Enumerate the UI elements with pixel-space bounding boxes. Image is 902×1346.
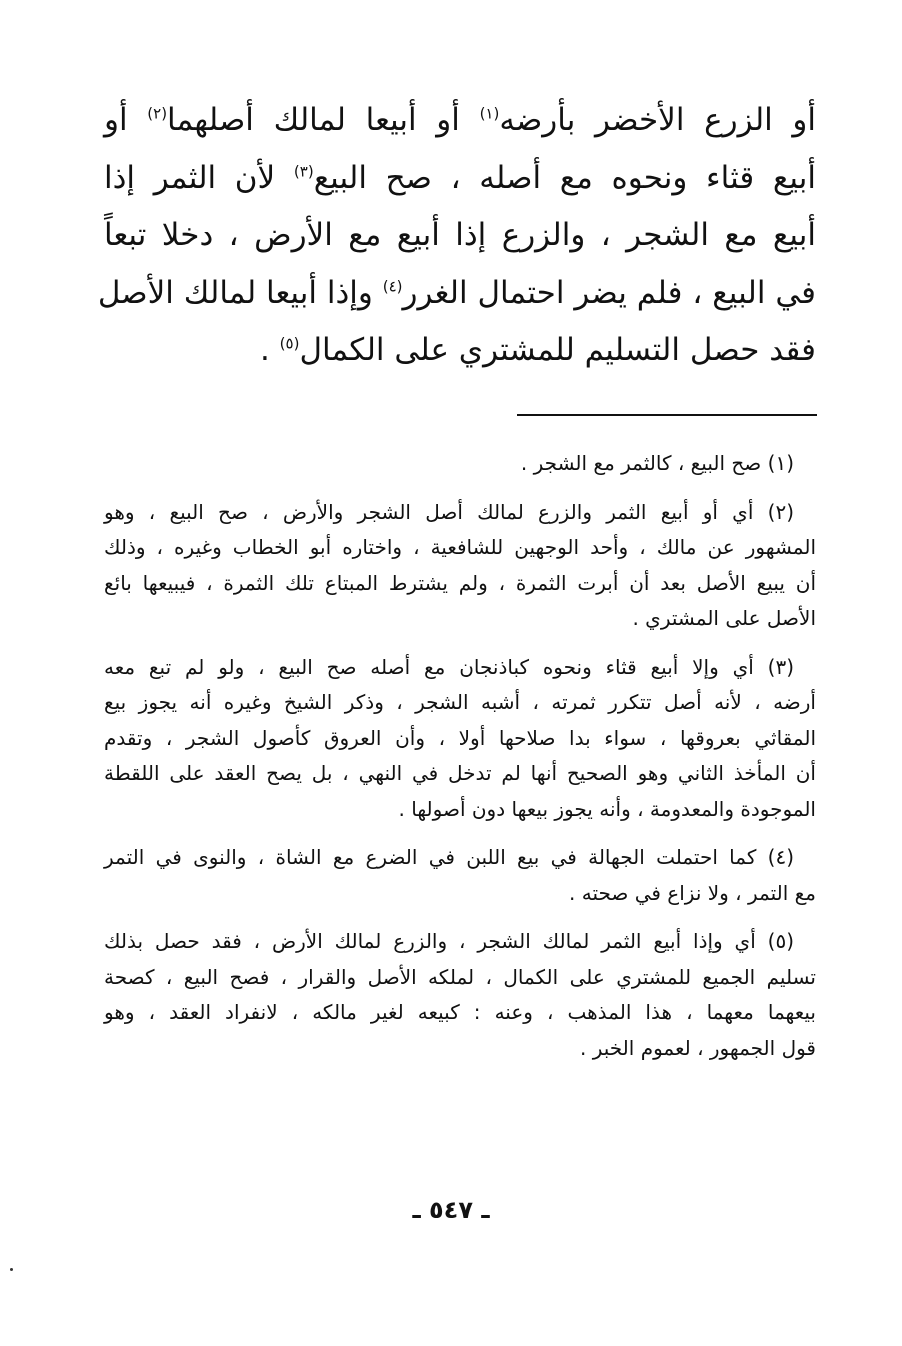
scan-speck <box>10 1268 13 1271</box>
footnote-3 <box>104 650 816 828</box>
footnote-1 <box>104 446 816 482</box>
footnote-marker: (٤) <box>382 277 403 296</box>
main-line: أبيع قثاء ونحوه مع أصله ، صح البيع$^{(٣)}$ لأن الثمر إذا <box>104 159 816 196</box>
footnote-separator <box>517 414 817 416</box>
footnote-line: قول الجمهور ، لعموم الخبر . <box>579 1035 816 1060</box>
footnote-line: (١) صح البيع ، كالثمر مع الشجر . <box>520 451 794 475</box>
footnote-line: أرضه ، لأنه أصل تتكرر ثمرته ، أشبه الشجر ، وذكر الشيخ وغيره أنه يجوز بيع <box>104 690 816 714</box>
main-line: أبيع مع الشجر ، والزرع إذا أبيع مع الأرض ، دخلا تبعاً <box>104 217 816 253</box>
footnote-2 <box>104 495 816 637</box>
footnote-line: (٥) أي وإذا أبيع الثمر لمالك الشجر ، والزرع لمالك الأرض ، فقد حصل بذلك <box>104 929 794 953</box>
footnote-line: تسليم الجميع للمشتري على الكمال ، لملكه الأصل والقرار ، فصح البيع ، كصحة <box>104 964 816 989</box>
footnote-line: أن المأخذ الثاني وهو الصحيح أنها لم تدخل في النهي ، بل يصح العقد على اللقطة <box>104 761 816 785</box>
footnote-line: الموجودة والمعدومة ، وأنه يجوز بيعها دون أصولها . <box>398 796 816 821</box>
main-line: فقد حصل التسليم للمشتري على الكمال$^{(٥)}$ . <box>259 332 816 368</box>
footnote-4 <box>104 840 816 911</box>
footnote-line: (٣) أي وإلا أبيع قثاء ونحوه كباذنجان مع أصله صح البيع ، ولو لم تبع معه <box>104 654 794 679</box>
footnote-marker: (٣) <box>293 162 314 181</box>
main-text-block <box>97 92 817 380</box>
footnote-line: بيعهما معهما ، هذا المذهب ، وعنه : كبيعه لغير مالكه ، لانفراد العقد ، وهو <box>104 1000 816 1024</box>
main-line: في البيع ، فلم يضر احتمال الغرر$^{(٤)}$ وإذا أبيعا لمالك الأصل <box>97 274 816 311</box>
footnote-marker: (١) <box>479 104 500 123</box>
footnote-line: (٢) أي أو أبيع الثمر والزرع لمالك أصل الشجر والأرض ، صح البيع ، وهو <box>104 499 794 524</box>
footnote-line: المقاثي بعروقها ، سواء بدا صلاحها أولا ، وأن العروق كأصول الشجر ، وتقدم <box>104 725 816 750</box>
footnote-line: مع التمر ، ولا نزاع في صحته . <box>569 880 816 905</box>
page-number: ـ ٥٤٧ ـ <box>412 1196 490 1224</box>
footnotes-section <box>104 446 816 1079</box>
footnote-line: أن يبيع الأصل بعد أن أبرت الثمرة ، ولم يشترط المبتاع تلك الثمرة ، فيبيعها بائع <box>104 570 816 595</box>
footnote-line: المشهور عن مالك ، وأحد الوجهين للشافعية ، واختاره أبو الخطاب وغيره ، وذلك <box>104 535 816 559</box>
footnote-5 <box>104 924 816 1066</box>
footnote-marker: (٥) <box>279 334 300 353</box>
footnote-line: (٤) كما احتملت الجهالة في بيع اللبن في الضرع مع الشاة ، والنوى في التمر <box>104 845 794 869</box>
main-line: أو الزرع الأخضر بأرضه$^{(١)}$ أو أبيعا لمالك أصلهما$^{(٢)}$ أو <box>104 102 817 138</box>
footnote-marker: (٢) <box>147 104 168 123</box>
footnote-line: الأصل على المشتري . <box>632 606 816 630</box>
